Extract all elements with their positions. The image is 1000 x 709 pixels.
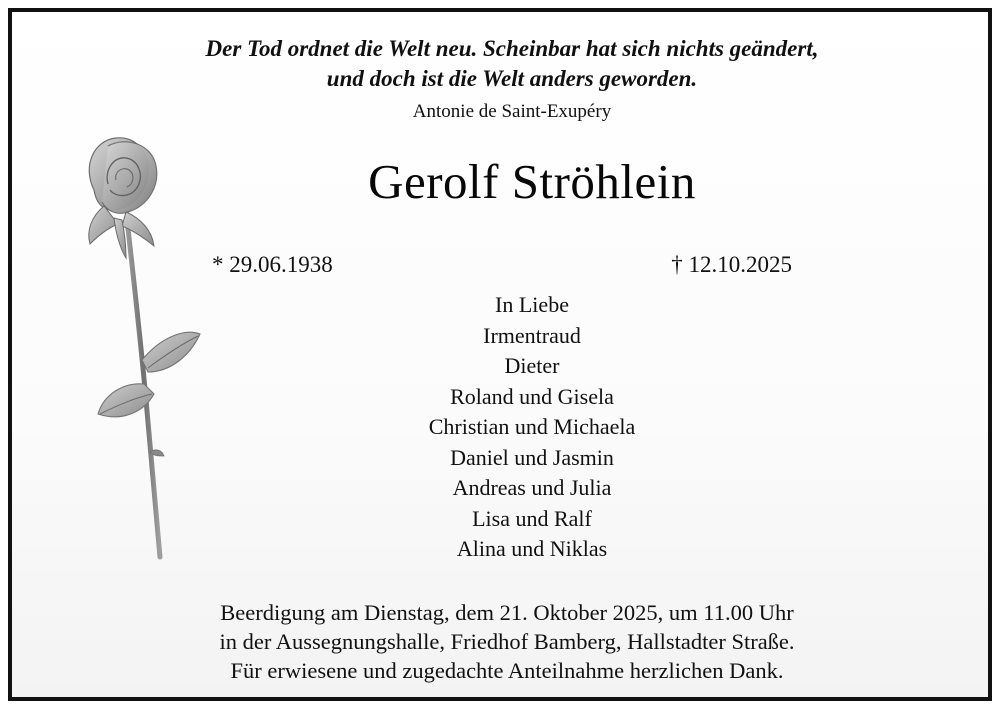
mourner-name: Roland und Gisela	[450, 383, 614, 409]
mourner-name: Lisa und Ralf	[472, 505, 592, 531]
deceased-name: Gerolf Ströhlein	[368, 154, 696, 209]
quote-line-2: und doch ist die Welt anders geworden.	[326, 66, 698, 91]
funeral-line-3: Für erwiesene und zugedachte Anteilnahme herzlichen Dank.	[230, 658, 784, 683]
mourners-block	[242, 290, 822, 565]
quote-author: Antonie de Saint-Exupéry	[412, 101, 612, 122]
funeral-details	[92, 598, 922, 685]
mourner-name: Dieter	[504, 353, 560, 378]
funeral-line-1: Beerdigung am Dienstag, dem 21. Oktober 2025, um 11.00 Uhr	[220, 600, 794, 625]
birth-date: * 29.06.1938	[212, 252, 333, 277]
mourner-name: Alina und Niklas	[456, 536, 608, 561]
mourners-heading: In Liebe	[495, 292, 569, 317]
obituary-frame	[8, 8, 992, 701]
mourner-name: Christian und Michaela	[428, 414, 636, 439]
mourner-name: Daniel und Jasmin	[450, 444, 614, 470]
obituary-inner	[12, 12, 988, 697]
funeral-line-2: in der Aussegnungshalle, Friedhof Bamberg, Hallstadter Straße.	[219, 629, 795, 654]
dates-row	[182, 250, 882, 280]
quote-line-1: Der Tod ordnet die Welt neu. Scheinbar hat sich nichts geändert,	[205, 36, 819, 61]
mourner-name: Andreas und Julia	[452, 475, 612, 500]
mourner-name: Irmentraud	[483, 322, 581, 348]
death-date: † 12.10.2025	[671, 252, 792, 277]
quote-block	[132, 34, 892, 124]
